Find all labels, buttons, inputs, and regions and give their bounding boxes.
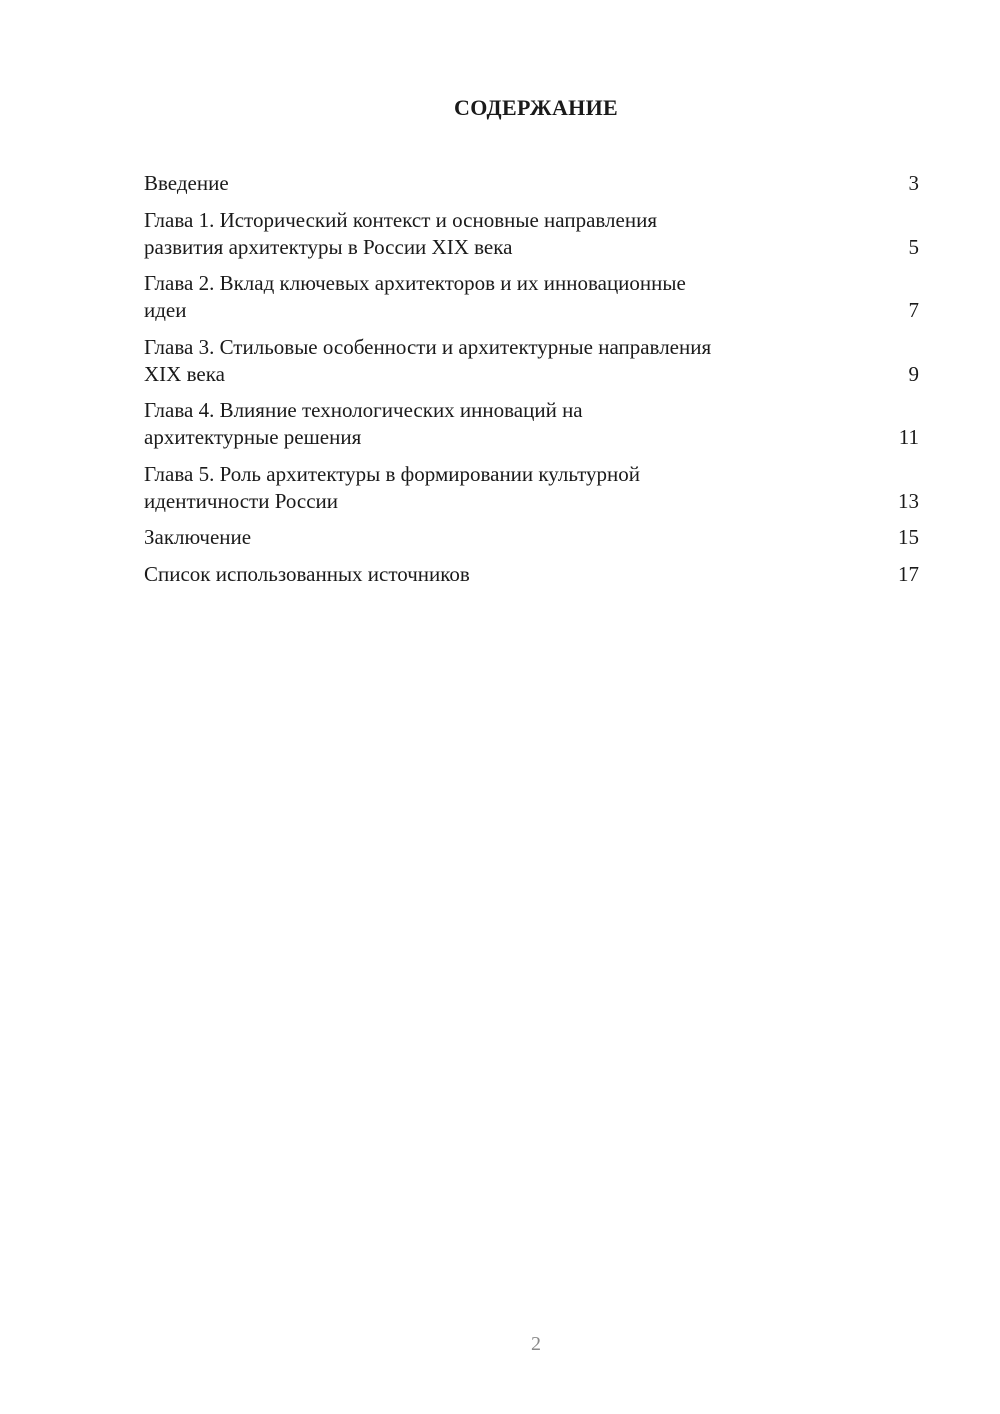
toc-entry-line: идентичности России bbox=[144, 488, 339, 513]
toc-entry-line: идеи bbox=[144, 298, 187, 322]
toc-entry-label bbox=[144, 270, 834, 324]
toc-entry-line: архитектурные решения bbox=[144, 425, 362, 449]
page-title: СОДЕРЖАНИЕ bbox=[454, 95, 618, 120]
toc-entry-page: 5 bbox=[908, 234, 919, 259]
toc-entry-line: Глава 3. Стильовые особенности и архитектурные направления bbox=[144, 334, 712, 359]
toc-entry-label bbox=[144, 524, 834, 551]
toc-entry-page: 15 bbox=[898, 525, 919, 549]
toc-entry-label bbox=[144, 397, 834, 451]
toc-entry-line: Заключение bbox=[144, 525, 252, 549]
table-of-contents bbox=[144, 170, 919, 597]
page-number: 2 bbox=[531, 1333, 541, 1355]
toc-entry-chapter-4 bbox=[144, 397, 919, 451]
toc-entry-page: 9 bbox=[908, 361, 919, 386]
toc-entry-line: Глава 4. Влияние технологических инноваций на bbox=[144, 398, 583, 422]
toc-entry-label bbox=[144, 561, 834, 588]
toc-entry-introduction bbox=[144, 170, 919, 197]
toc-entry-page: 17 bbox=[898, 561, 919, 586]
toc-entry-page: 7 bbox=[908, 298, 919, 322]
toc-entry-label bbox=[144, 461, 834, 515]
toc-entry-label bbox=[144, 334, 834, 388]
toc-entry-line: Глава 5. Роль архитектуры в формировании культурной bbox=[144, 461, 641, 486]
toc-entry-chapter-3 bbox=[144, 334, 919, 388]
toc-entry-chapter-1 bbox=[144, 207, 919, 261]
toc-entry-line: Глава 2. Вклад ключевых архитекторов и их инновационные bbox=[144, 271, 686, 295]
toc-entry-references bbox=[144, 561, 919, 588]
toc-entry-page: 11 bbox=[898, 425, 919, 449]
toc-entry-conclusion bbox=[144, 524, 919, 551]
toc-entry-chapter-2 bbox=[144, 270, 919, 324]
toc-entry-page: 3 bbox=[908, 171, 919, 195]
toc-entry-line: Список использованных источников bbox=[144, 561, 470, 586]
toc-entry-label bbox=[144, 170, 834, 197]
toc-entry-label bbox=[144, 207, 834, 261]
toc-entry-line: Глава 1. Исторический контекст и основные направления bbox=[144, 207, 657, 232]
toc-entry-page: 13 bbox=[898, 488, 919, 513]
toc-entry-line: Введение bbox=[144, 171, 229, 195]
toc-entry-line: XIX века bbox=[144, 361, 225, 386]
toc-entry-line: развития архитектуры в России XIX века bbox=[144, 234, 513, 259]
toc-entry-chapter-5 bbox=[144, 461, 919, 515]
